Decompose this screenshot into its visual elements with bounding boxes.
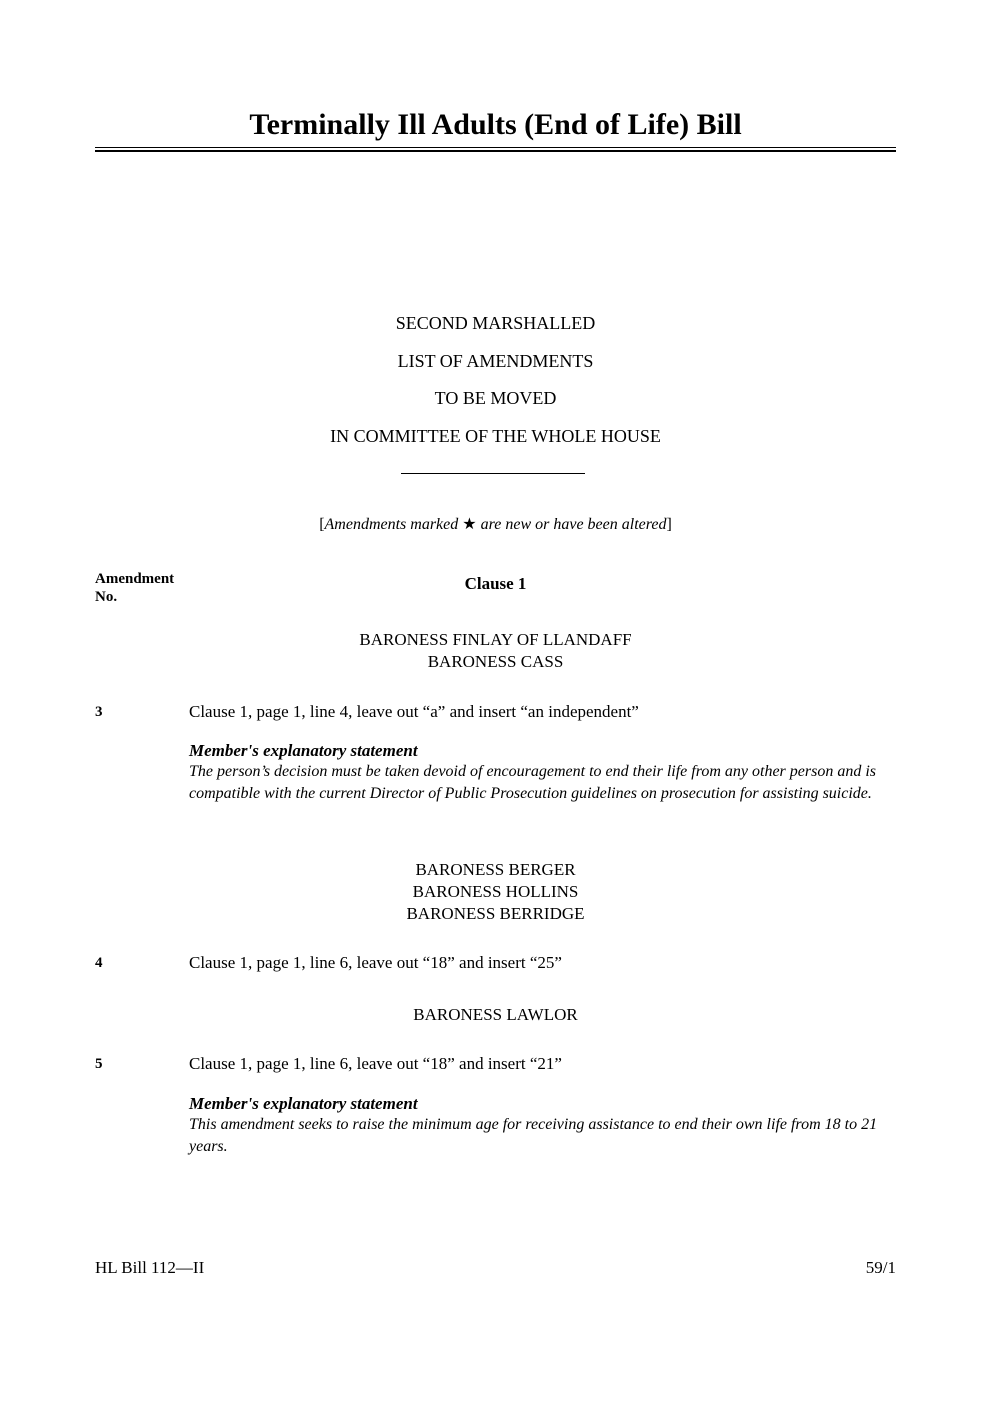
member-names: BARONESS FINLAY OF LLANDAFF BARONESS CASS: [359, 630, 632, 671]
amendment-number: 5: [95, 1056, 103, 1072]
title-rule-thick: [95, 150, 896, 152]
member-names: BARONESS BERGER BARONESS HOLLINS BARONESS BERRIDGE: [406, 860, 585, 923]
amendment-no-header: Amendment No.: [95, 571, 175, 605]
heading-line: SECOND MARSHALLED: [395, 313, 596, 333]
title-rule-thin: [95, 147, 896, 148]
heading-line: LIST OF AMENDMENTS: [397, 350, 594, 371]
clause-heading: Clause 1: [464, 574, 527, 593]
divider: [401, 473, 585, 474]
heading-line: TO BE MOVED: [434, 388, 557, 408]
bill-title: Terminally Ill Adults (End of Life) Bill: [249, 108, 742, 141]
list-heading: [95, 305, 896, 455]
footer-bill-number: HL Bill 112—II: [95, 1258, 205, 1277]
amendment-text: Clause 1, page 1, line 6, leave out “18” and insert “21”: [189, 1054, 562, 1073]
explanatory-statement: Member's explanatory statement This amendment seeks to raise the minimum age for receiving assistance to end their own life from 18 to 21 years.: [189, 1094, 878, 1155]
heading-line: IN COMMITTEE OF THE WHOLE HOUSE: [330, 425, 661, 446]
member-names: BARONESS LAWLOR: [413, 1005, 578, 1024]
amendment-number: 4: [95, 955, 103, 971]
amendment-number: 3: [95, 704, 103, 720]
star-icon: ★: [462, 516, 477, 533]
amendments-note: [Amendments marked ★ are new or have been altered]: [319, 516, 672, 533]
amendment-text: Clause 1, page 1, line 4, leave out “a” and insert “an independent”: [189, 702, 639, 721]
footer-page-ref: 59/1: [865, 1258, 896, 1277]
amendment-text: Clause 1, page 1, line 6, leave out “18” and insert “25”: [189, 953, 562, 972]
explanatory-statement: Member's explanatory statement The person’s decision must be taken devoid of encouragement to end their life from any other person and is compatible with the current Director of Public Prosecution guidelines on prosecution for assisting suicide.: [189, 741, 877, 802]
